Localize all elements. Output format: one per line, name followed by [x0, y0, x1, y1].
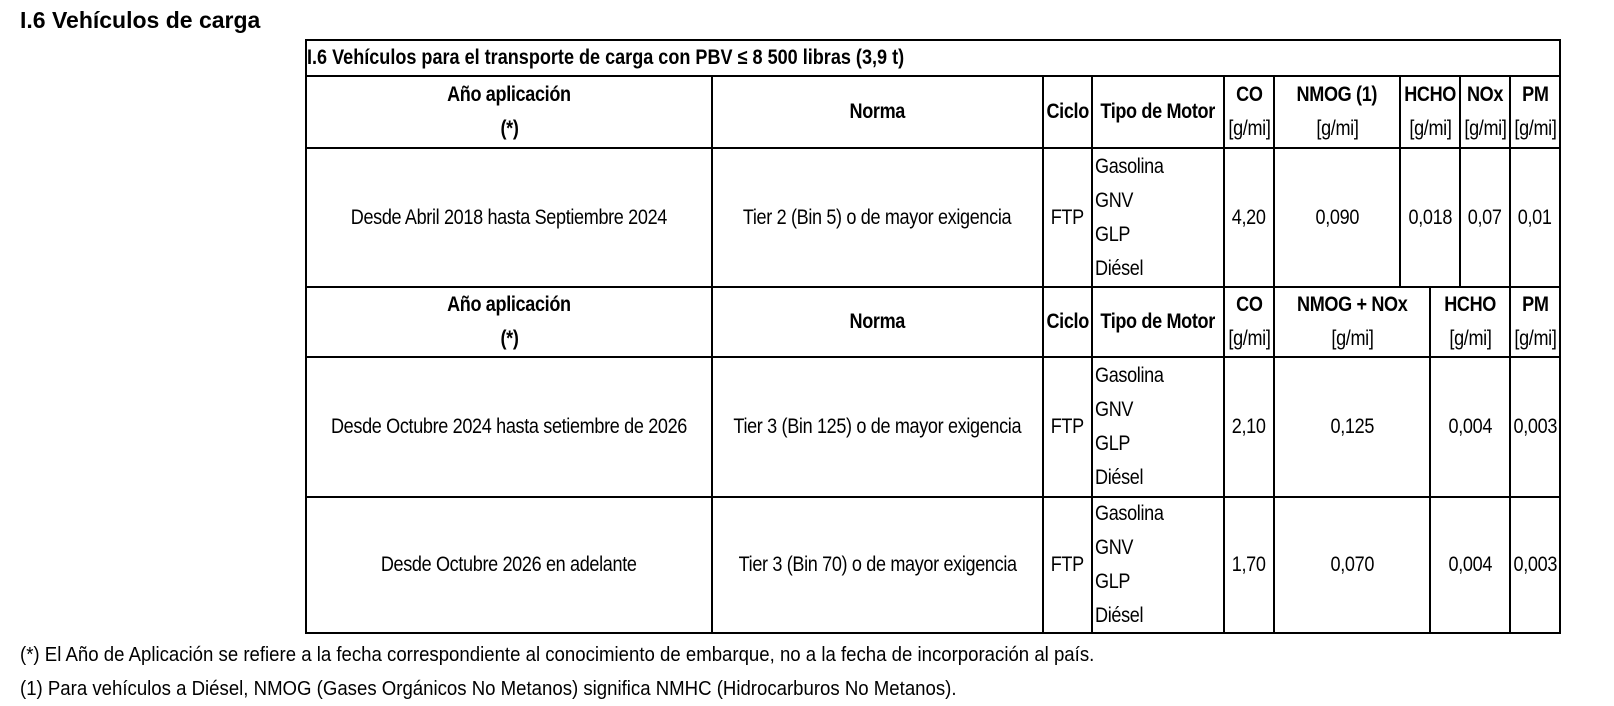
table-cell-nmog-nox: 0,070 — [1330, 553, 1374, 576]
table-cell-nmog-nox: 0,125 — [1330, 415, 1374, 438]
header-tipo-motor: Tipo de Motor — [1100, 100, 1216, 123]
header-anio: Año aplicación (*) — [447, 83, 571, 140]
table-cell-hcho: 0,004 — [1448, 415, 1492, 438]
header-pm: PM [g/mi] — [1513, 83, 1557, 140]
table-cell-co: 4,20 — [1232, 205, 1266, 229]
header-nox: NOx [g/mi] — [1463, 83, 1507, 140]
table-cell-ciclo: FTP — [1050, 415, 1085, 438]
header-ciclo: Ciclo — [1046, 100, 1089, 123]
header-co: CO [g/mi] — [1227, 83, 1271, 140]
header-norma: Norma — [849, 310, 906, 333]
table-cell-hcho: 0,004 — [1448, 553, 1492, 576]
table-cell-hcho: 0,018 — [1408, 205, 1452, 229]
section-title: I.6 Vehículos de carga — [20, 7, 261, 33]
table-cell-norma: Tier 3 (Bin 125) o de mayor exigencia — [733, 415, 1022, 438]
emissions-table — [305, 39, 1561, 634]
table-cell-motores: Gasolina GNV GLP Diésel — [1095, 502, 1164, 627]
table-cell-co: 1,70 — [1232, 553, 1266, 576]
table-cell-anio: Desde Octubre 2024 hasta setiembre de 2026 — [330, 415, 688, 438]
header-anio: Año aplicación (*) — [447, 293, 571, 350]
table-title: I.6 Vehículos para el transporte de carga con PBV ≤ 8 500 libras (3,9 t) — [307, 46, 905, 69]
table-cell-ciclo: FTP — [1050, 553, 1085, 576]
header-co: CO [g/mi] — [1227, 293, 1271, 350]
header-pm: PM [g/mi] — [1513, 293, 1557, 350]
table-cell-anio: Desde Abril 2018 hasta Septiembre 2024 — [350, 205, 668, 229]
header-ciclo: Ciclo — [1046, 310, 1089, 333]
table-cell-pm: 0,003 — [1513, 553, 1557, 576]
header-nmog: NMOG (1) [g/mi] — [1296, 83, 1378, 140]
table-cell-co: 2,10 — [1232, 415, 1266, 438]
table-cell-pm: 0,003 — [1513, 415, 1557, 438]
footnote-anio: (*) El Año de Aplicación se refiere a la fecha correspondiente al conocimiento de embarque, no a la fecha de incorporación al país. — [20, 644, 1095, 666]
header-nmog-nox: NMOG + NOx [g/mi] — [1296, 293, 1408, 350]
table-cell-nmog: 0,090 — [1315, 205, 1359, 229]
table-cell-ciclo: FTP — [1050, 205, 1085, 229]
footnote-nmog: (1) Para vehículos a Diésel, NMOG (Gases Orgánicos No Metanos) significa NMHC (Hidrocarburos No Metanos). — [20, 678, 957, 700]
table-cell-anio: Desde Octubre 2026 en adelante — [381, 553, 637, 576]
table-cell-norma: Tier 2 (Bin 5) o de mayor exigencia — [743, 205, 1012, 229]
header-norma: Norma — [849, 100, 906, 123]
header-hcho: HCHO [g/mi] — [1404, 83, 1456, 140]
table-cell-motores: Gasolina GNV GLP Diésel — [1095, 364, 1164, 489]
table-cell-nox: 0,07 — [1468, 205, 1502, 229]
header-hcho: HCHO [g/mi] — [1444, 293, 1496, 350]
table-cell-pm: 0,01 — [1518, 205, 1552, 229]
table-cell-motores: Gasolina GNV GLP Diésel — [1095, 154, 1164, 280]
table-cell-norma: Tier 3 (Bin 70) o de mayor exigencia — [738, 553, 1017, 576]
header-tipo-motor: Tipo de Motor — [1100, 310, 1216, 333]
